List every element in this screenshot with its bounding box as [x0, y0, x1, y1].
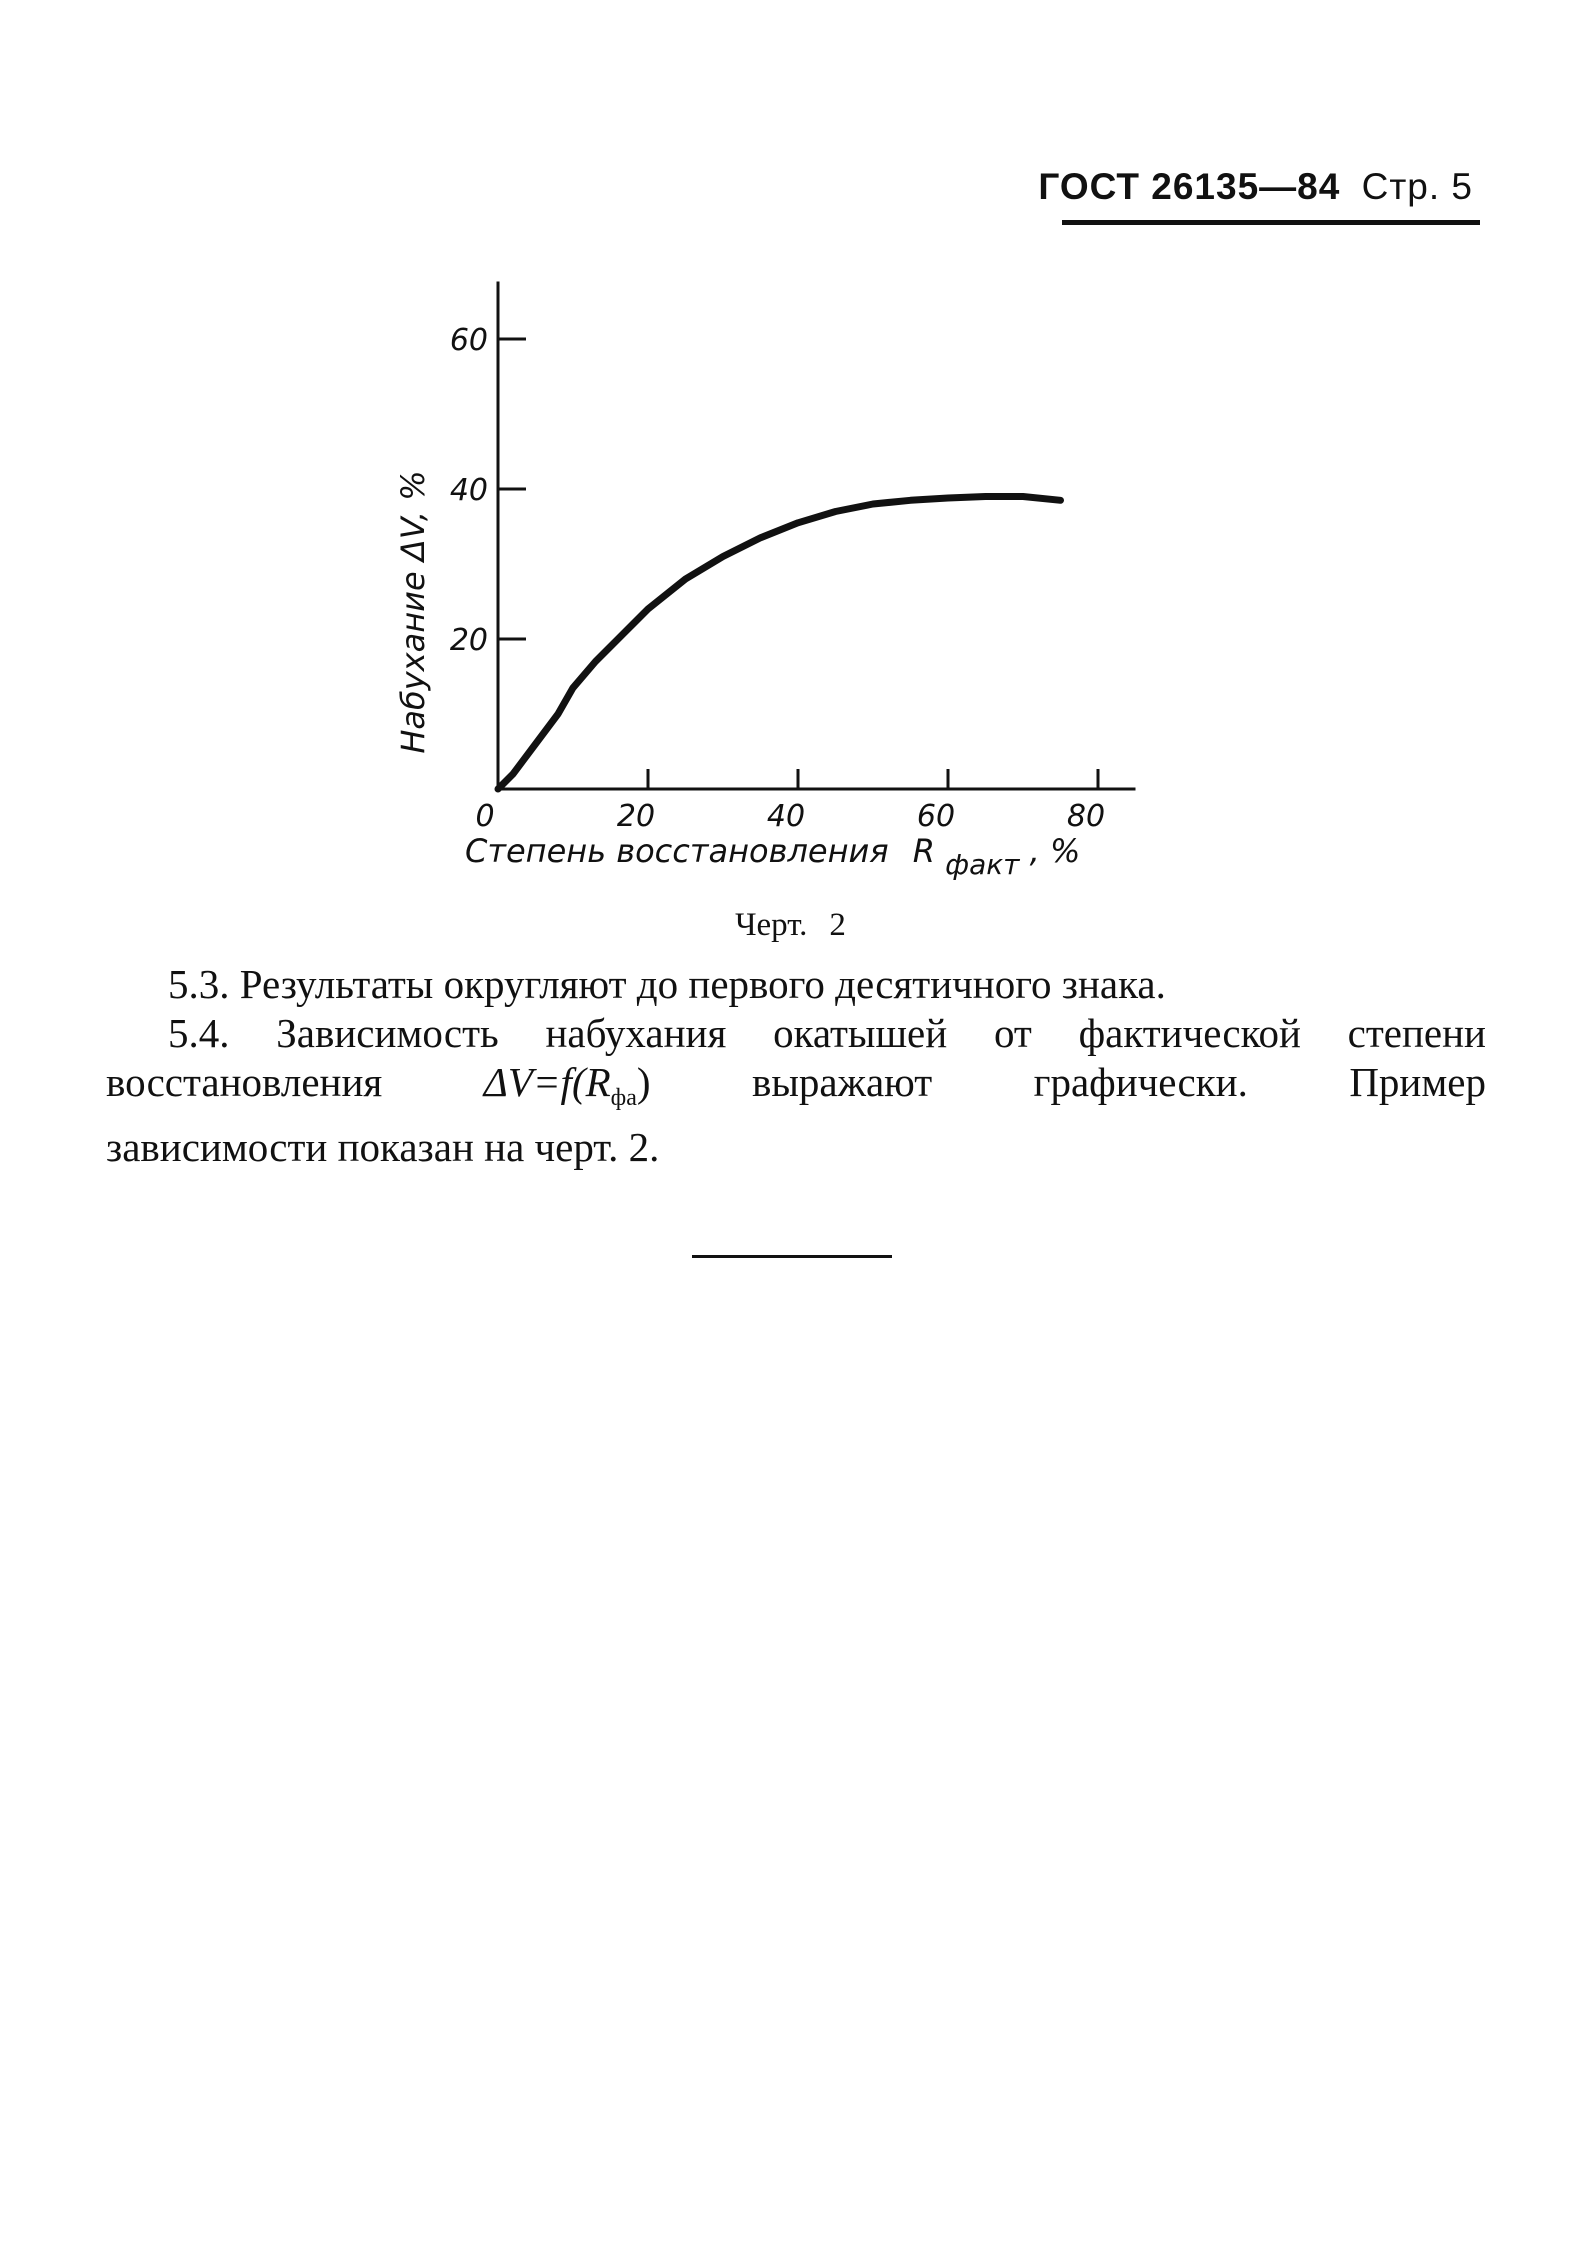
page-number: Стр. 5	[1361, 166, 1473, 207]
paragraph-5-4-line-3: зависимости показан на черт. 2.	[106, 1124, 660, 1171]
figure-caption	[0, 907, 1581, 944]
paragraph-5-4-line-2-start: восстановления	[106, 1059, 383, 1105]
y-tick-label: 40	[449, 473, 488, 508]
x-axis-symbol: R	[912, 832, 935, 870]
formula-subscript: фа	[610, 1085, 637, 1112]
caption-label: Черт.	[735, 907, 808, 943]
y-tick-label: 60	[449, 323, 488, 358]
x-axis-title	[465, 832, 1080, 882]
paragraph-5-4-line-1: 5.4. Зависимость набухания окатышей от фактической степени	[168, 1010, 1486, 1056]
x-axis-subscript: факт	[945, 848, 1020, 881]
x-axis-unit: , %	[1029, 832, 1081, 870]
paragraph-5-4-line-2-end: выражают графически. Пример	[752, 1059, 1487, 1105]
paragraph-5-4-line-2	[106, 1058, 1486, 1123]
x-tick-label: 60	[916, 799, 956, 834]
formula-main: ΔV=f(R	[483, 1059, 611, 1105]
end-rule	[692, 1255, 892, 1258]
x-tick-label: 80	[1066, 799, 1106, 834]
y-tick-label: 20	[449, 623, 488, 658]
swelling-chart	[0, 0, 1581, 900]
swelling-curve	[498, 497, 1061, 790]
y-axis-title: Набухание ΔV, %	[394, 470, 432, 754]
caption-number: 2	[829, 907, 846, 943]
body-text	[106, 960, 1486, 1172]
x-tick-label: 20	[616, 799, 656, 834]
x-tick-label: 40	[766, 799, 806, 834]
formula-end: )	[636, 1059, 651, 1105]
formula	[483, 1059, 651, 1112]
standard-number: ГОСТ 26135—84	[1038, 166, 1341, 207]
origin-label: 0	[475, 799, 495, 834]
x-axis-title-text: Степень восстановления	[465, 832, 889, 870]
paragraph-5-3: 5.3. Результаты округляют до первого десятичного знака.	[168, 961, 1166, 1007]
